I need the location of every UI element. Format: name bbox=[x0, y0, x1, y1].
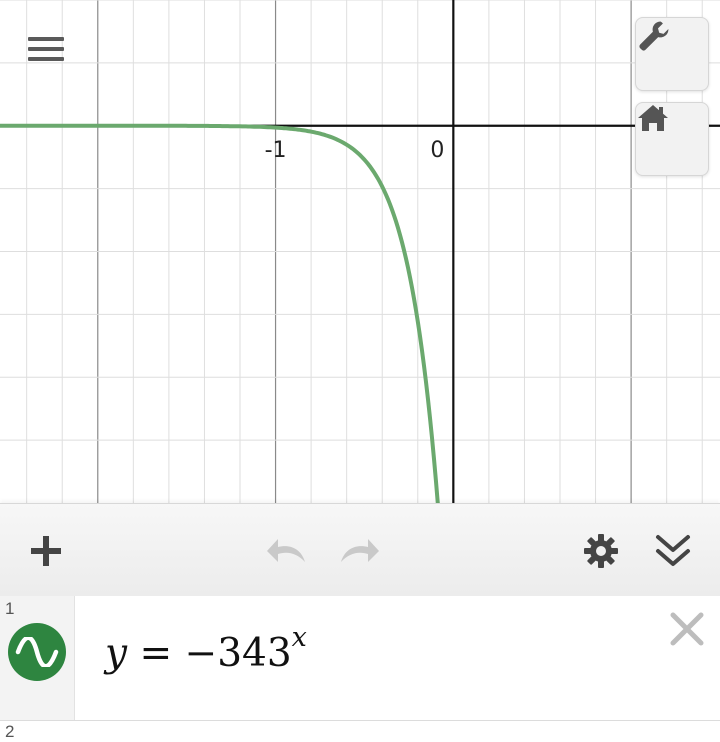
main-menu-button[interactable] bbox=[22, 30, 72, 76]
expression-equals: = bbox=[127, 631, 185, 676]
close-icon bbox=[668, 610, 706, 648]
expression-toolbar bbox=[0, 503, 720, 597]
sine-wave-icon bbox=[15, 637, 59, 667]
home-icon bbox=[636, 103, 670, 133]
add-expression-button[interactable] bbox=[23, 528, 69, 574]
plus-icon bbox=[28, 533, 64, 569]
expression-list bbox=[0, 596, 720, 741]
settings-button[interactable] bbox=[578, 528, 624, 574]
tick-label-neg1: -1 bbox=[264, 137, 287, 163]
menu-bar bbox=[28, 37, 64, 41]
next-expression-index: 2 bbox=[5, 722, 15, 741]
expression-gutter bbox=[0, 596, 75, 720]
undo-icon bbox=[265, 536, 309, 566]
expression-input[interactable] bbox=[105, 622, 307, 684]
expression-row[interactable] bbox=[0, 596, 720, 721]
redo-icon bbox=[337, 536, 381, 566]
wrench-icon bbox=[636, 18, 672, 54]
double-chevron-down-icon bbox=[653, 532, 693, 570]
expression-lhs: y bbox=[105, 631, 128, 676]
delete-expression-button[interactable] bbox=[668, 610, 706, 648]
gear-icon bbox=[582, 532, 620, 570]
tick-label-zero: 0 bbox=[430, 137, 445, 163]
undo-button[interactable] bbox=[264, 528, 310, 574]
expression-index: 1 bbox=[5, 599, 15, 618]
redo-button[interactable] bbox=[336, 528, 382, 574]
menu-bar bbox=[28, 47, 64, 51]
graph-visibility-toggle[interactable] bbox=[8, 623, 66, 681]
expression-base: −343 bbox=[184, 631, 292, 676]
home-zoom-button[interactable] bbox=[635, 102, 709, 176]
graph-settings-button[interactable] bbox=[635, 17, 709, 91]
menu-bar bbox=[28, 57, 64, 61]
collapse-list-button[interactable] bbox=[650, 528, 696, 574]
expression-exponent: x bbox=[291, 622, 307, 653]
